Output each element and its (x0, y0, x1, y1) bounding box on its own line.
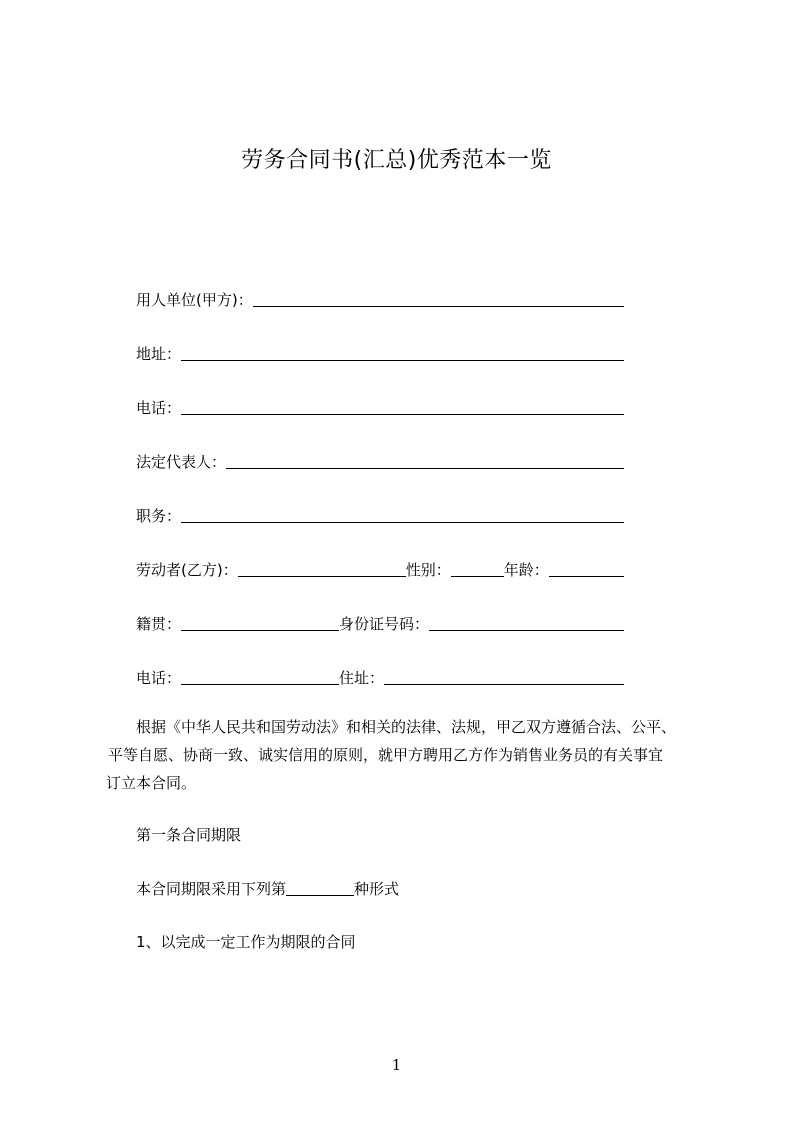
employer-label: 用人单位(甲方)： (136, 291, 253, 309)
address-blank[interactable] (181, 344, 624, 361)
address-label: 地址： (136, 345, 182, 363)
document-title: 劳务合同书(汇总)优秀范本一览 (241, 148, 552, 173)
native-place-field (136, 612, 624, 634)
page-number: 1 (391, 1056, 402, 1074)
id-number-blank[interactable] (429, 614, 624, 631)
gender-blank[interactable] (451, 560, 504, 577)
phone2-blank[interactable] (181, 668, 339, 685)
age-blank[interactable] (549, 560, 624, 577)
residence-label: 住址： (339, 669, 385, 687)
residence-field (136, 666, 624, 688)
address-field (136, 342, 624, 364)
article-1-heading: 第一条合同期限 (136, 826, 242, 844)
phone-blank[interactable] (181, 398, 624, 415)
employer-field (136, 288, 624, 310)
native-place-label: 籍贯： (136, 615, 182, 633)
term-form-suffix: 种形式 (354, 880, 400, 898)
legal-rep-field (136, 450, 624, 472)
worker-field (136, 558, 624, 580)
worker-label: 劳动者(乙方)： (136, 561, 238, 579)
paragraph-line-1: 根据《中华人民共和国劳动法》和相关的法律、法规，甲乙双方遵循合法、公平、 (136, 718, 677, 736)
term-form-blank[interactable] (286, 879, 354, 896)
term-form-line (136, 877, 399, 899)
phone-field (136, 396, 624, 418)
age-label: 年龄： (503, 561, 549, 579)
phone-label: 电话： (136, 399, 182, 417)
native-place-blank[interactable] (181, 614, 339, 631)
position-blank[interactable] (181, 506, 624, 523)
position-field (136, 504, 624, 526)
legal-rep-label: 法定代表人： (136, 453, 227, 471)
employer-blank[interactable] (253, 290, 624, 307)
residence-blank[interactable] (384, 668, 624, 685)
legal-rep-blank[interactable] (226, 452, 624, 469)
gender-label: 性别： (405, 561, 451, 579)
id-number-label: 身份证号码： (339, 615, 430, 633)
paragraph-line-2: 平等自愿、协商一致、诚实信用的原则，就甲方聘用乙方作为销售业务员的有关事宜 (108, 746, 664, 764)
term-form-prefix: 本合同期限采用下列第 (136, 880, 287, 898)
worker-blank[interactable] (238, 560, 406, 577)
paragraph-line-3: 订立本合同。 (106, 774, 197, 792)
option-1: 1、以完成一定工作为期限的合同 (136, 933, 356, 951)
position-label: 职务： (136, 507, 182, 525)
phone2-label: 电话： (136, 669, 182, 687)
